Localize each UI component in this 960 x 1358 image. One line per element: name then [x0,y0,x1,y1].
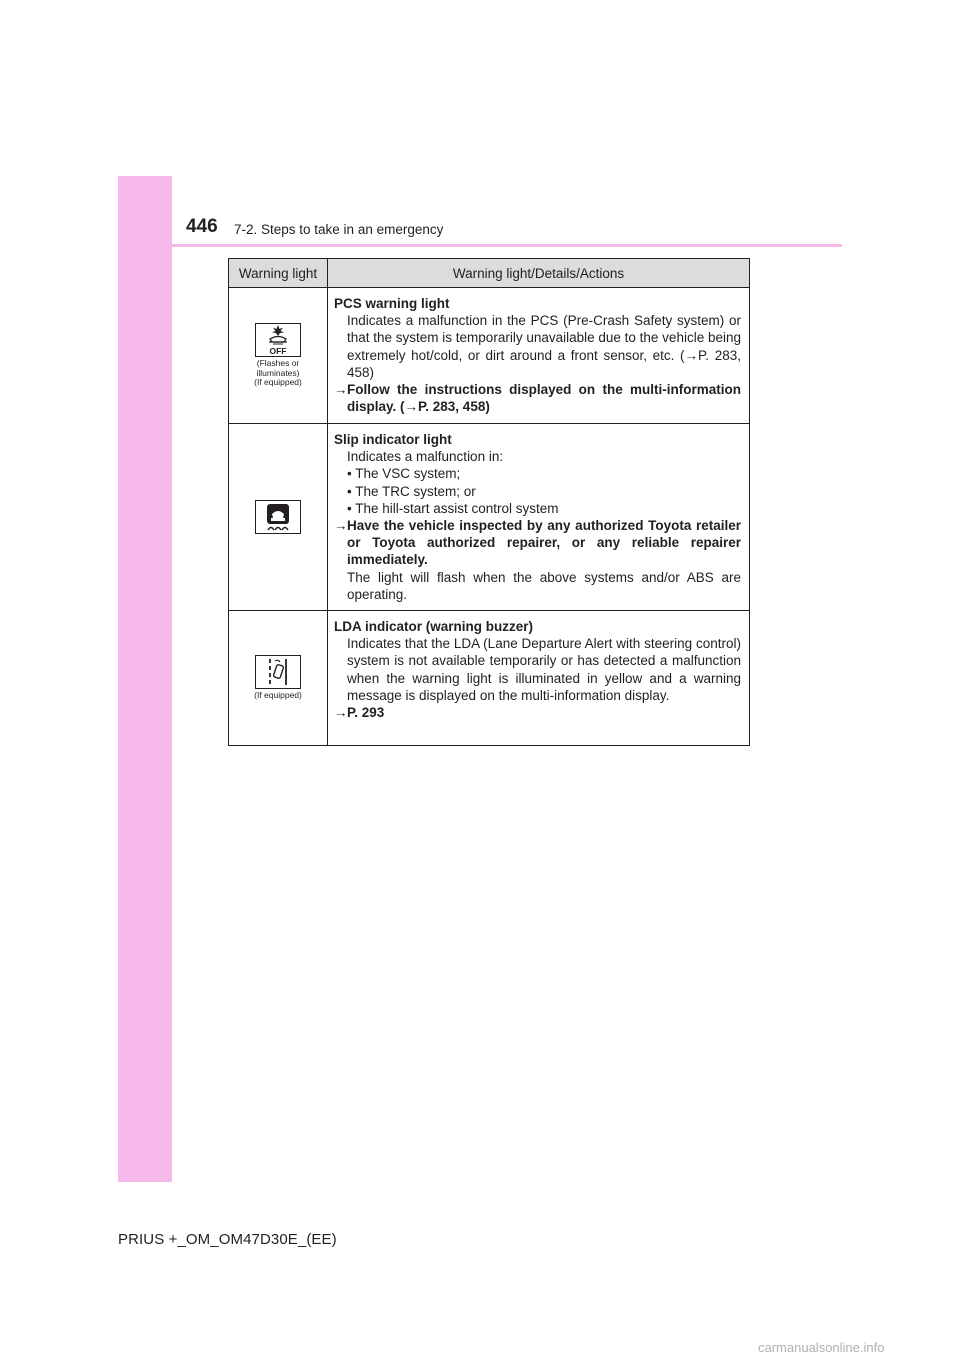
table-row [229,611,750,746]
row-action: → P. 293 [334,705,385,721]
details-cell [328,288,750,424]
pcs-warning-icon [255,323,301,357]
lda-indicator-icon [255,655,301,689]
list-item: • The hill-start assist control system [347,500,559,516]
table-header-row [229,259,750,288]
header-rule [118,244,842,247]
row-title: LDA indicator (warning buzzer) [334,619,533,635]
row-action: → Have the vehicle inspected by any authorized Toyota retailer or Toyota authorized repairer, or any reliable repairer immediately. [334,518,741,568]
arrow-icon: → [334,382,348,398]
footer-document-code: PRIUS +_OM_OM47D30E_(EE) [118,1231,337,1248]
warning-light-table [228,258,750,746]
table-row [229,288,750,424]
list-item: • The TRC system; or [347,483,476,499]
details-cell [328,424,750,611]
pcs-icon-label: OFF [269,346,287,357]
row-note: The light will flash when the above systems and/or ABS are operating. [347,569,741,602]
slip-indicator-icon [255,500,301,534]
list-item: • The VSC system; [347,466,461,482]
side-tab-band [118,176,172,1182]
table-row [229,424,750,611]
row-description: Indicates that the LDA (Lane Departure Alert with steering control) system is not available temporarily or has detected a malfunction when the warning light is illuminated in yellow and a warning message is displayed on the multi-information display. [347,636,741,703]
icon-cell [229,611,328,746]
row-description: Indicates a malfunction in the PCS (Pre-Crash Safety system) or that the system is temporarily unavailable due to the vehicle being extremely hot/cold, or dirt around a front sensor, etc. (→P. 283, 458) [347,313,741,380]
icon-note: (Flashes or illuminates) (If equipped) [254,358,302,388]
row-title: PCS warning light [334,296,450,311]
icon-note: (If equipped) [254,690,302,701]
arrow-icon: → [334,705,348,721]
icon-cell [229,288,328,424]
column-header-warning-light: Warning light [229,259,328,288]
details-cell [328,611,750,746]
arrow-icon: → [334,518,348,534]
row-action: → Follow the instructions displayed on the multi-information display. (→P. 283, 458) [334,382,741,415]
page-number: 446 [186,216,218,237]
row-title: Slip indicator light [334,432,452,447]
icon-cell [229,424,328,611]
watermark: carmanualsonline.info [758,1340,885,1355]
row-description: Indicates a malfunction in: [347,449,504,465]
column-header-details: Warning light/Details/Actions [328,259,750,288]
section-title: 7-2. Steps to take in an emergency [234,222,444,237]
